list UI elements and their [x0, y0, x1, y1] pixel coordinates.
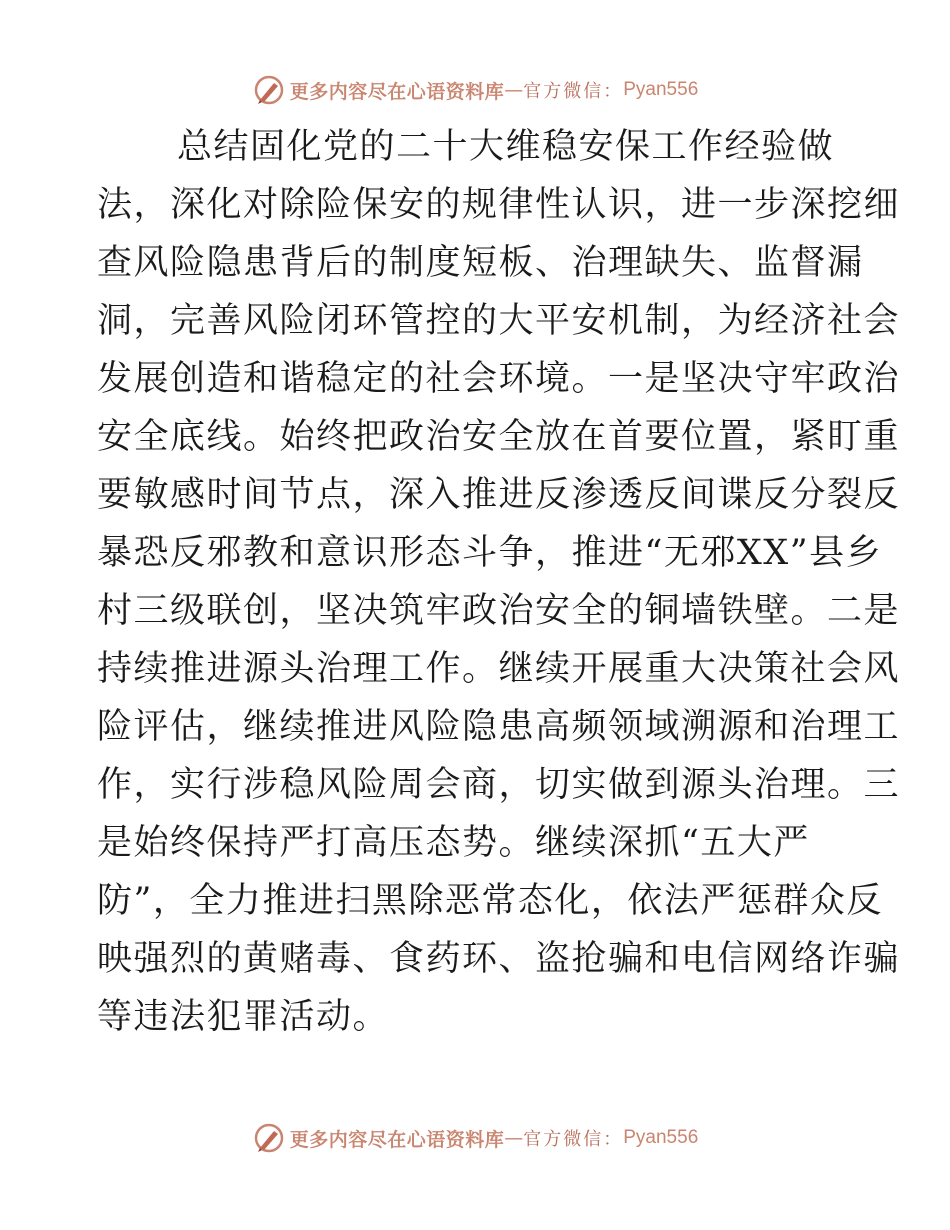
watermark-dash: —	[504, 1127, 524, 1149]
watermark-text: 更多内容尽在心语资料库	[289, 80, 505, 103]
watermark-banner-top	[0, 70, 950, 110]
body-line: 安全底线。始终把政治安全放在首要位置，紧盯重	[97, 417, 901, 457]
body-line: 洞，完善风险闭环管控的大平安机制，为经济社会	[97, 301, 901, 341]
watermark-label: 官方微信：	[523, 1129, 624, 1150]
body-line: 法，深化对除险保安的规律性认识，进一步深挖细	[97, 185, 901, 225]
watermark-wechat-id: Pyan556	[623, 79, 699, 100]
body-line: 映强烈的黄赌毒、食药环、盗抢骗和电信网络诈骗	[97, 939, 901, 979]
watermark-text: 更多内容尽在心语资料库	[289, 1128, 505, 1151]
body-line: 总结固化党的二十大维稳安保工作经验做	[177, 127, 835, 167]
body-line: 险评估，继续推进风险隐患高频领域溯源和治理工	[97, 707, 901, 747]
pen-logo-icon	[252, 73, 286, 107]
body-line: 发展创造和谐稳定的社会环境。一是坚决守牢政治	[97, 359, 901, 399]
body-line: 要敏感时间节点，深入推进反渗透反间谍反分裂反	[97, 475, 901, 515]
body-line: 查风险隐患背后的制度短板、治理缺失、监督漏	[97, 243, 864, 283]
body-line: 作，实行涉稳风险周会商，切实做到源头治理。三	[97, 765, 901, 805]
body-line: 村三级联创，坚决筑牢政治安全的铜墙铁壁。二是	[97, 591, 901, 631]
body-line: 防”，全力推进扫黑除恶常态化，依法严惩群众反	[97, 881, 883, 921]
document-body	[97, 118, 901, 1046]
body-line: 暴恐反邪教和意识形态斗争，推进“无邪XX”县乡	[97, 533, 883, 573]
watermark-dash: —	[504, 79, 524, 101]
body-line: 等违法犯罪活动。	[97, 997, 390, 1037]
body-line: 是始终保持严打高压态势。继续深抓“五大严	[97, 823, 810, 863]
body-line: 持续推进源头治理工作。继续开展重大决策社会风	[97, 649, 901, 689]
watermark-label: 官方微信：	[523, 81, 624, 102]
watermark-wechat-id: Pyan556	[623, 1127, 699, 1148]
pen-logo-icon	[252, 1121, 286, 1155]
watermark-banner-bottom	[0, 1118, 950, 1158]
